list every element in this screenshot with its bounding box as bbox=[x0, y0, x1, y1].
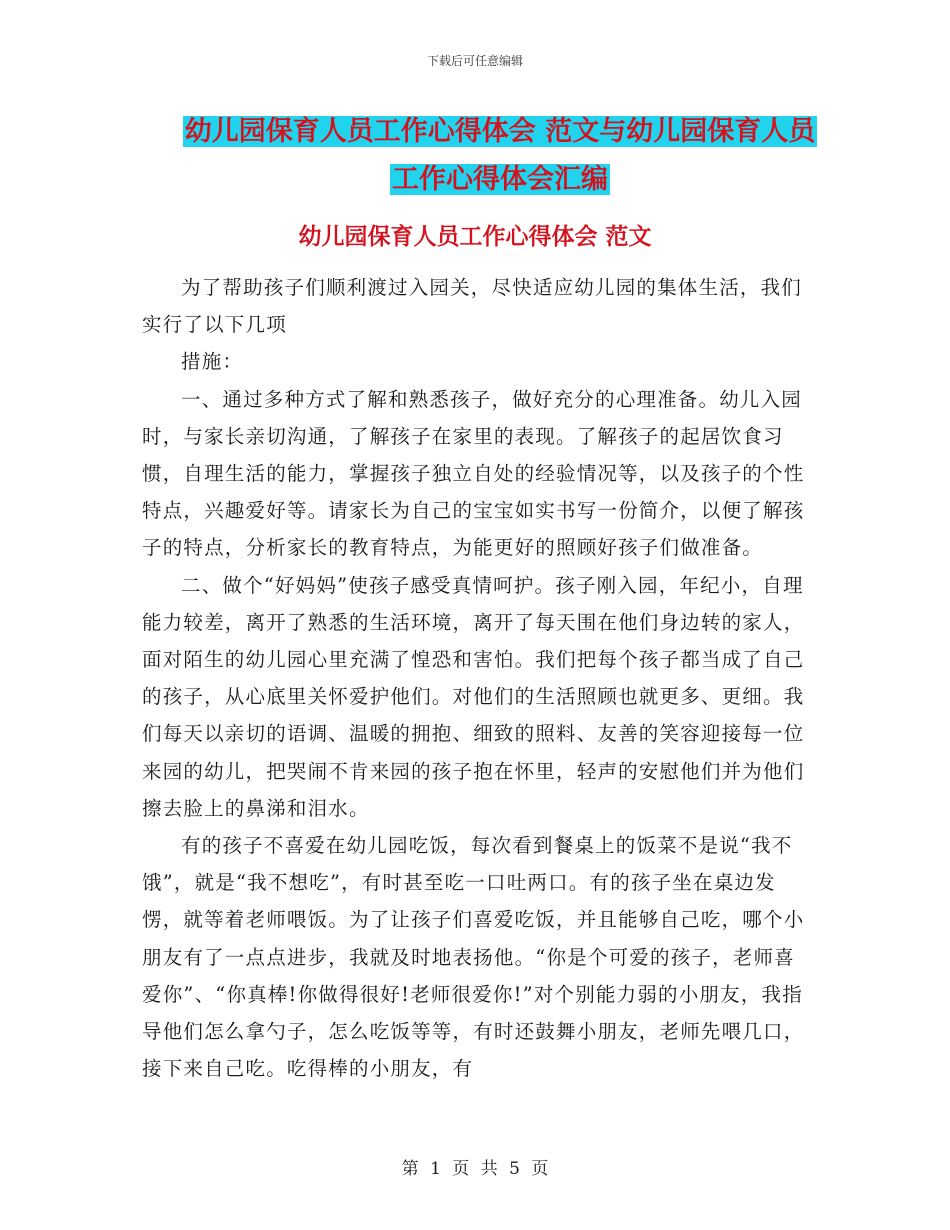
paragraph-measures: 措施： bbox=[181, 350, 244, 374]
paragraph-intro: 为了帮助孩子们顺利渡过入园关，尽快适应幼儿园的集体生活，我们实行了以下几项 bbox=[142, 276, 803, 337]
body-text bbox=[142, 269, 812, 1087]
paragraph-measure-two: 二、做个“好妈妈”使孩子感受真情呵护。孩子刚入园，年纪小，自理能力较差，离开了熟悉的生活环境，离开了每天围在他们身边转的家人，面对陌生的幼儿园心里充满了惶恐和害怕。我们把每个孩子都当成了自己的孩子，从心底里关怀爱护他们。对他们的生活照顾也就更多、更细。我们每天以亲切的语调、温暖的拥抱、细致的照料、友善的笑容迎接每一位来园的幼儿，把哭闹不肯来园的孩子抱在怀里，轻声的安慰他们并为他们擦去脸上的鼻涕和泪水。 bbox=[142, 573, 805, 820]
section-title: 幼儿园保育人员工作心得体会 范文 bbox=[298, 223, 652, 250]
paragraph-measure-one: 一、通过多种方式了解和熟悉孩子，做好充分的心理准备。幼儿入园时，与家长亲切沟通，了解孩子在家里的表现。了解孩子的起居饮食习惯，自理生活的能力，掌握孩子独立自处的经验情况等，以及孩子的个性特点，兴趣爱好等。请家长为自己的宝宝如实书写一份简介，以便了解孩子的特点，分析家长的教育特点，为能更好的照顾好孩子们做准备。 bbox=[142, 387, 805, 560]
document-title bbox=[140, 108, 860, 204]
document-title-line-2: 工作心得体会汇编 bbox=[392, 164, 608, 195]
paragraph-mealtime: 有的孩子不喜爱在幼儿园吃饭，每次看到餐桌上的饭菜不是说“我不饿”，就是“我不想吃”，有时甚至吃一口吐两口。有的孩子坐在桌边发愣，就等着老师喂饭。为了让孩子们喜爱吃饭，并且能够自己吃，哪个小朋友有了一点点进步，我就及时地表扬他。“你是个可爱的孩子，老师喜爱你”、“你真棒!你做得很好!老师很爱你!”对个别能力弱的小朋友，我指导他们怎么拿勺子，怎么吃饭等等，有时还鼓舞小朋友，老师先喂几口，接下来自己吃。吃得棒的小朋友，有 bbox=[142, 834, 805, 1081]
page-footer: 第 1 页 共 5 页 bbox=[401, 1159, 549, 1179]
header-note: 下载后可任意编辑 bbox=[426, 54, 523, 68]
document-title-line-1: 幼儿园保育人员工作心得体会 范文与幼儿园保育人员 bbox=[184, 116, 816, 147]
